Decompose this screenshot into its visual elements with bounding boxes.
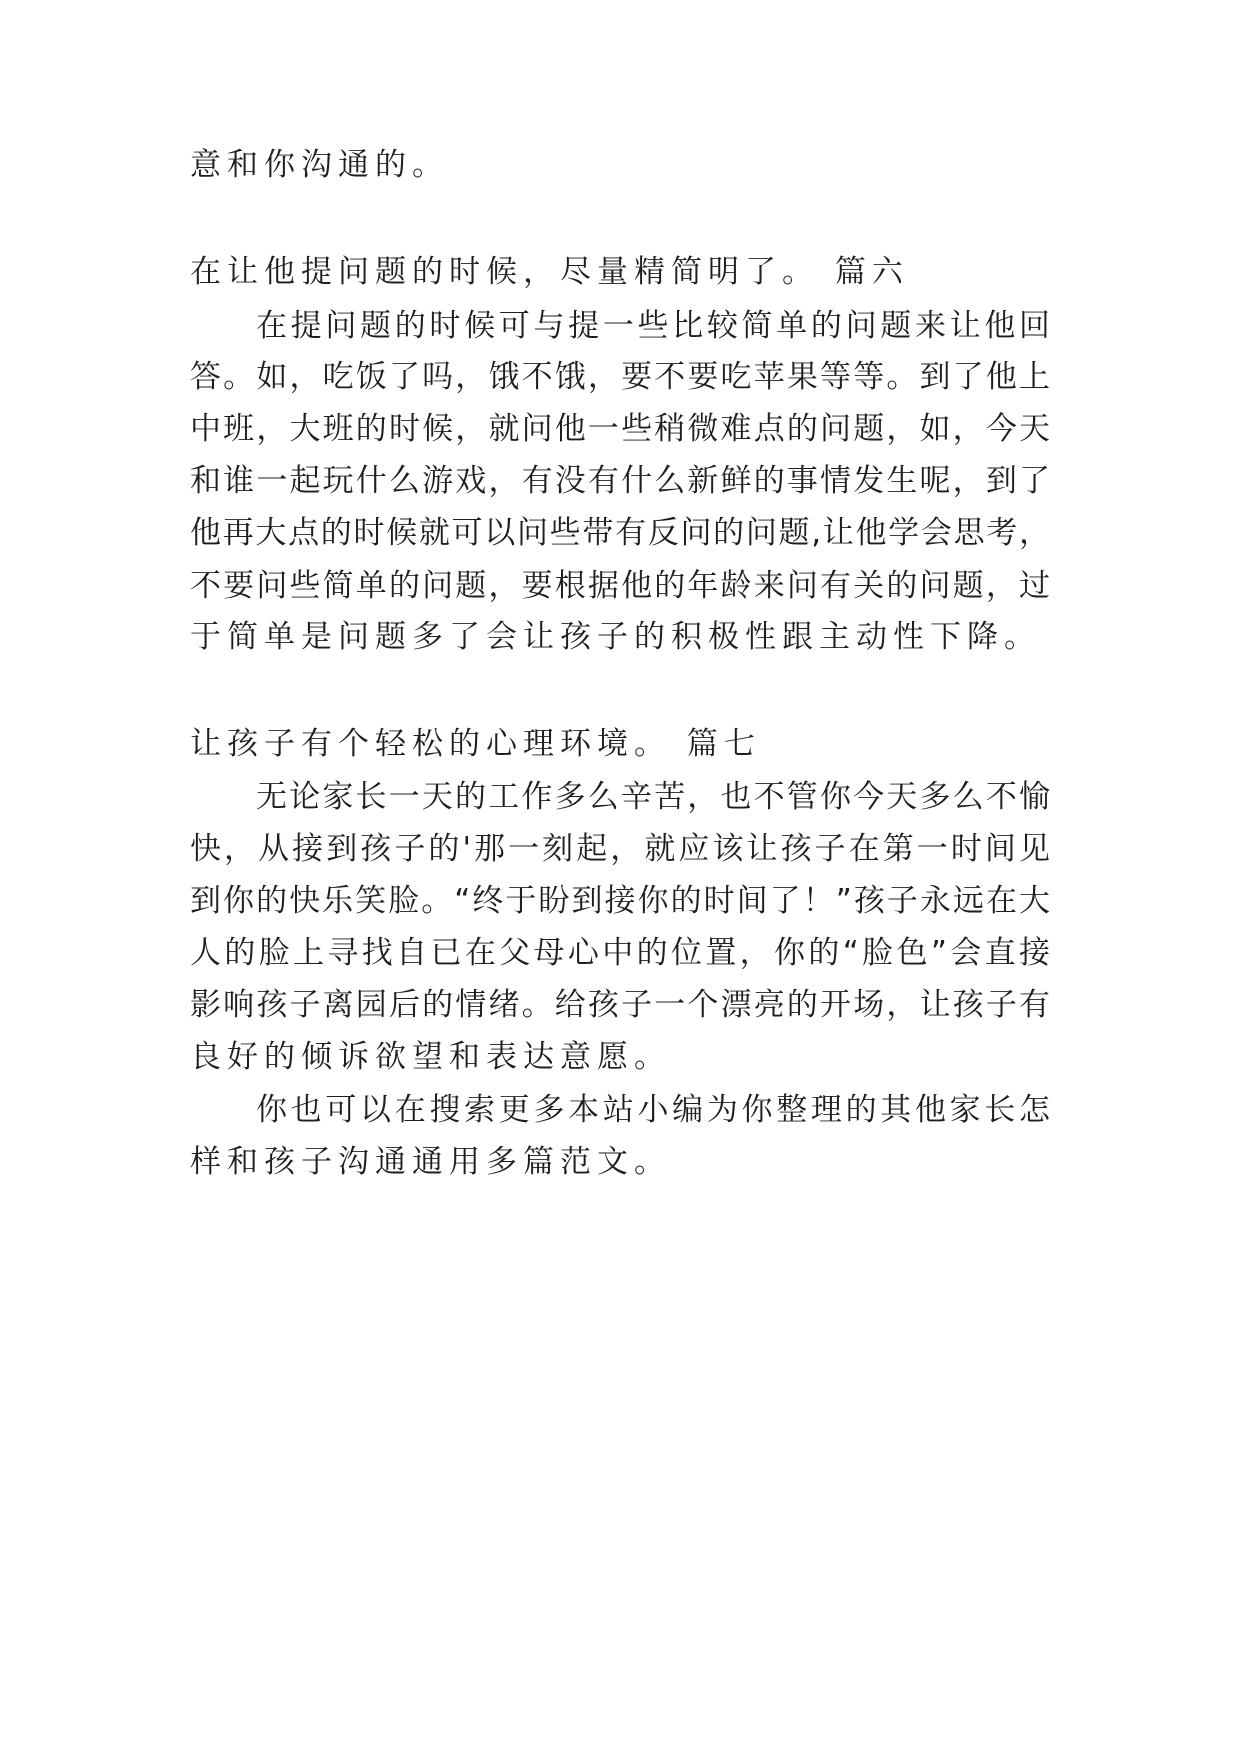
paragraph-line: 他再大点的时候就可以问些带有反问的问题,让他学会思考， [190, 515, 1050, 551]
paragraph-line: 你也可以在搜索更多本站小编为你整理的其他家长怎 [256, 1092, 1050, 1128]
paragraph-line: 意和你沟通的。 [190, 147, 449, 183]
paragraph-line: 人的脸上寻找自已在父母心中的位置，你的“脸色”会直接 [190, 935, 1050, 971]
paragraph-line: 无论家长一天的工作多么辛苦，也不管你今天多么不愉 [256, 779, 1050, 815]
paragraph-line: 答。如，吃饭了吗，饿不饿，要不要吃苹果等等。到了他上 [190, 359, 1050, 395]
paragraph-line: 良好的倾诉欲望和表达意愿。 [190, 1039, 671, 1075]
paragraph-line: 和谁一起玩什么游戏，有没有什么新鲜的事情发生呢，到了 [190, 463, 1050, 499]
paragraph-line: 影响孩子离园后的情绪。给孩子一个漂亮的开场，让孩子有 [190, 987, 1050, 1023]
paragraph-line: 不要问些简单的问题，要根据他的年龄来问有关的问题，过 [190, 568, 1050, 604]
paragraph-line: 于简单是问题多了会让孩子的积极性跟主动性下降。 [190, 619, 1041, 655]
paragraph-line: 在提问题的时候可与提一些比较简单的问题来让他回 [256, 308, 1050, 344]
section-heading-7: 让孩子有个轻松的心理环境。 篇七 [190, 726, 761, 762]
paragraph-line: 样和孩子沟通通用多篇范文。 [190, 1144, 671, 1180]
paragraph-line: 中班，大班的时候，就问他一些稍微难点的问题，如，今天 [190, 411, 1050, 447]
paragraph-line: 到你的快乐笑脸。“终于盼到接你的时间了！”孩子永远在大 [190, 883, 1050, 919]
section-heading-6: 在让他提问题的时候，尽量精简明了。 篇六 [190, 254, 909, 290]
paragraph-line: 快，从接到孩子的'那一刻起，就应该让孩子在第一时间见 [190, 831, 1050, 867]
